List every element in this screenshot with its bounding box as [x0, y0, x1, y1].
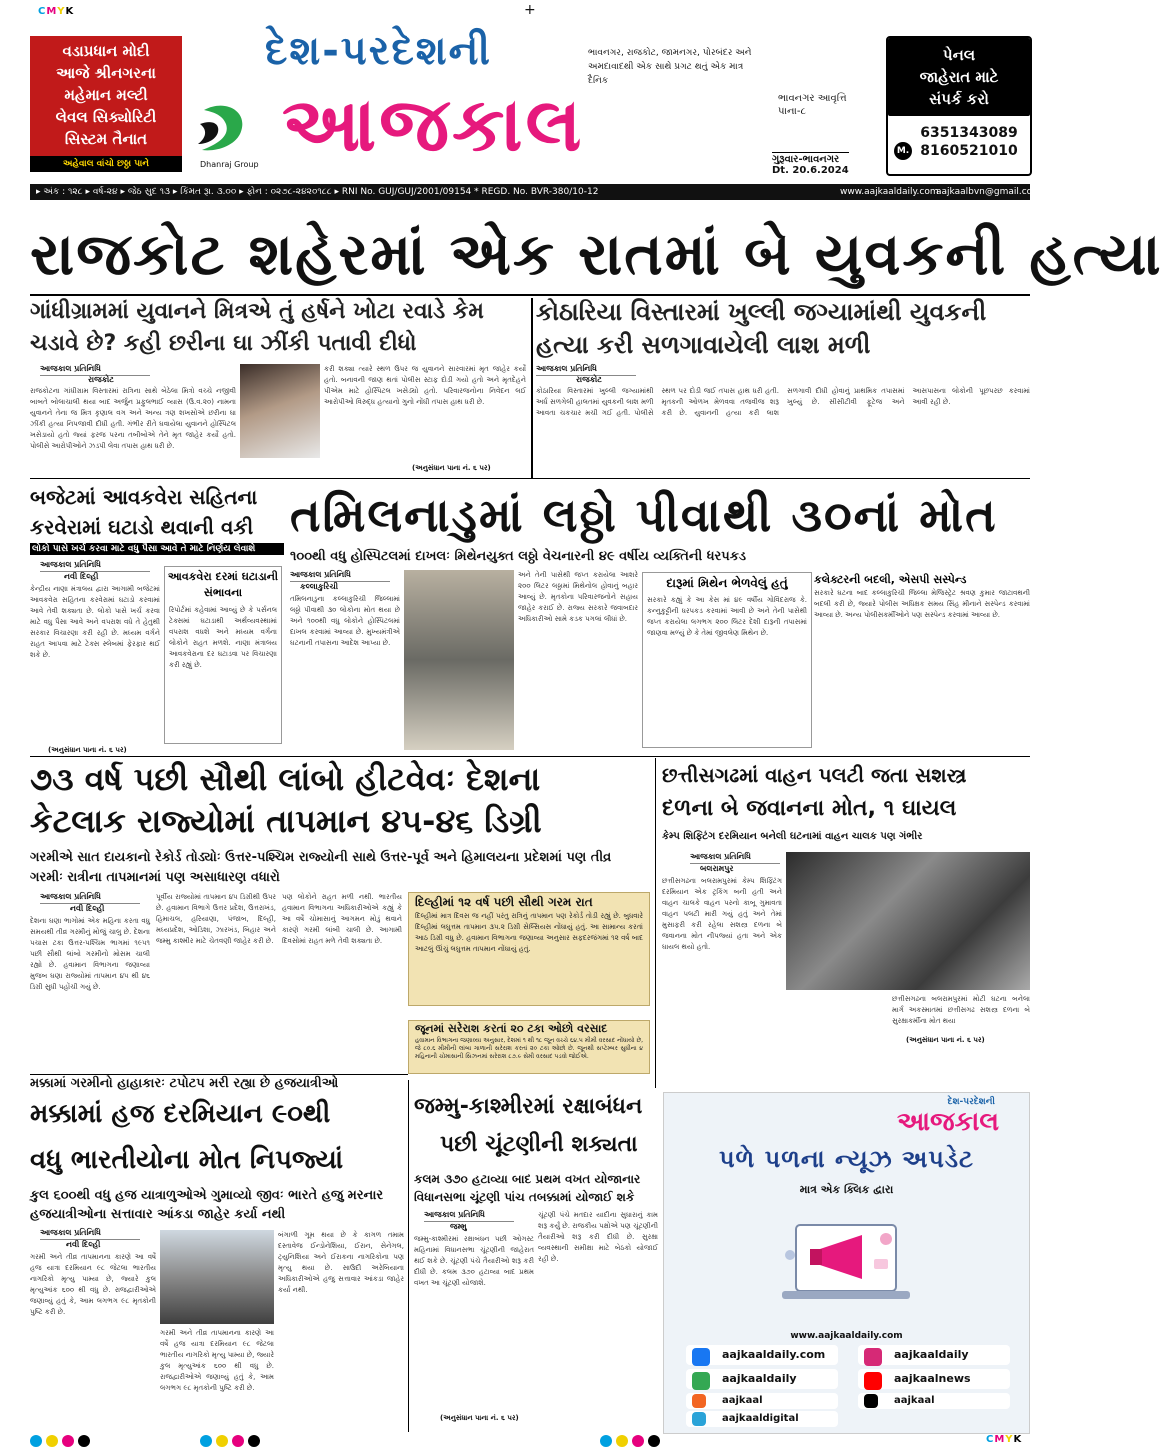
phone-number[interactable]: 8160521010 — [920, 143, 1018, 159]
social-label: aajkaal — [894, 1395, 935, 1406]
edition-info — [778, 92, 847, 118]
registration-marks — [200, 1432, 264, 1451]
tamilnadu-city: કલ્લાકુરિચી — [300, 582, 339, 591]
promo-line: વડાપ્રધાન મોદી — [62, 42, 150, 60]
cmyk-mark-bottom: CMYK — [986, 1434, 1023, 1445]
lead-left-body: રાજકોટના ગાંધીગ્રામ વિસ્તારમાં રાત્રિના સાથે બેઠેલા મિત્રો વચ્ચે નજીવી બાબતે બોલાચાલી થયા બાદ અર્જુન પ્રફુલભાઈ વ્યાસ (ઉ.વ.૨૦) નામના યુવાનને તેના જ મિત્ર કૃણાલ વગ અને અન્ય ત્રણ શખસોએ છરીના ઘા ઝીંકી હત્યા નિપજાવી દીધી હતી. ગંભીર રીતે ઘવાયેલા યુવાનને હોસ્પિટલ ખસેડાયો હતો જ્યાં ફરજ પરના તબીબોએ તેને મૃત જાહેર કર્યો હતો. પોલીસે આરોપીઓને ઝડપી લેવા તપાસ હાથ ધરી છે. — [30, 387, 236, 450]
x-link[interactable] — [858, 1393, 1010, 1409]
page-count: પાના-૮ — [778, 106, 806, 117]
heatwave-body-2: પૂર્વીય રાજ્યોમાં તાપમાન ૪૫ ડિગ્રીથી ઉપર છે. હવામાન વિભાગે ઉત્તર પ્રદેશ, ઉત્તરાખંડ, હિમાચલ, હરિયાણા, પંજાબ, દિલ્હી, મધ્યપ્રદેશ, ઓડિશા, ઝારખંડ, બિહાર અને જમ્મુ કાશ્મીર માટે ચેતવણી જાહેર કરી છે. — [156, 893, 276, 945]
collector-box-heading: કલેક્ટરની બદલી, એસપી સસ્પેન્ડ — [814, 572, 1030, 588]
tamilnadu-body: તમિલનાડુના કલ્લાકુરિચી જિલ્લામાં લઠ્ઠો પીવાથી ૩૦ લોકોના મોત થયા છે અને ૧૦૦થી વધુ લોકોને હોસ્પિટલમાં દાખલ કરવામાં આવ્યા છે. મુખ્યમંત્રીએ ઘટનાની તપાસના આદેશ આપ્યા છે. — [290, 595, 400, 647]
budget-body: કેન્દ્રીય નાણા મંત્રાલય દ્વારા આગામી બજેટમાં આવકવેરા સહિતના કરવેરામાં ઘટાડો કરવામાં આવે તેવી શક્યતા છે. લોકો પાસે ખર્ચ કરવા માટે વધુ પૈસા આવે અને વપરાશ વધે તે હેતુથી સરકાર વિચારણા કરી રહી છે. મધ્યમ વર્ગને રાહત આપવા માટે ટેક્સ સ્લેબમાં ફેરફાર થઈ શકે છે. — [30, 585, 160, 659]
instagram-icon — [864, 1348, 882, 1366]
chhattisgarh-byline: આજકાલ પ્રતિનિધિ — [690, 852, 780, 864]
victim-photo — [240, 364, 320, 458]
crop-mark-icon: + — [524, 2, 536, 18]
photo-caption: છત્તીસગઢના બલરામપુરમાં મોટી ઘટના બનેલા માર્ગ અકસ્માતમાં છત્તીસગઢ સશસ્ત્ર દળના બે સુરક્ષાકર્મીના મોત થયા — [892, 995, 1030, 1025]
methane-box-heading: દારૂમાં મિથેન ભેળવેલું હતું — [643, 573, 811, 593]
panel-ad-heading — [888, 38, 1030, 116]
kashmir-headline-1: જમ્મુ-કાશ્મીરમાં રક્ષાબંધન — [414, 1094, 643, 1119]
divider — [30, 756, 1030, 757]
phone-block — [888, 124, 1030, 160]
phone-number[interactable]: 6351343089 — [920, 125, 1018, 141]
continued-note: (અનુસંધાન પાના નં. ૬ પર) — [906, 1036, 985, 1044]
kashmir-subheadline: કલમ ૩૭૦ હટાવ્યા બાદ પ્રથમ વખત યોજાનાર વિધાનસભા ચૂંટણી પાંચ તબક્કામાં યોજાઈ શકે — [414, 1172, 641, 1204]
promo-line: સિસ્ટમ તૈનાત — [64, 130, 148, 148]
mecca-body: ગરમી અને તીવ્ર તાપમાનના કારણે આ વર્ષે હજ યાત્રા દરમિયાન ૯૮ જેટલા ભારતીય નાગરિકો મૃત્યુ પામ્યા છે, જ્યારે કુલ મૃત્યુઆંક ૬૦૦ થી વધુ છે. રાજદ્વારીઓએ જણાવ્યું હતું કે, આમ લગભગ ૯૮ મૃતકોની પુષ્ટિ કરી છે. — [30, 1253, 156, 1316]
tamilnadu-byline: આજકાલ પ્રતિનિધિ — [290, 570, 390, 582]
dailyhunt-link[interactable] — [686, 1393, 838, 1409]
chhattisgarh-headline-2: દળના બે જવાનના મોત, ૧ ઘાયલ — [662, 796, 957, 821]
delhi-box-body: દિલ્હીમાં માત્ર દિવસ જ નહીં પરંતુ રાત્રિનું તાપમાન પણ રેકોર્ડ તોડી રહ્યું છે. બુધવારે દિલ્હીમાં લઘુત્તમ તાપમાન ૩૫.૨ ડિગ્રી સેલ્સિયસ નોંધાયું હતું. આ સામાન્ય કરતાં આઠ ડિગ્રી વધુ છે. હવામાન વિભાગના જણાવ્યા અનુસાર સફદરજંગમાં ૧૨ વર્ષ બાદ આટલું ઊંચું લઘુત્તમ તાપમાન નોંધાયું હતું. — [415, 912, 643, 953]
budget-box-heading: આવકવેરા દરમાં ઘટાડાની સંભાવના — [165, 567, 281, 603]
ad-site[interactable]: www.aajkaaldaily.com — [790, 1331, 903, 1341]
promo-box[interactable] — [30, 36, 182, 172]
tamilnadu-body-2: અને તેની પાસેથી જપ્ત કરાયેલા આશરે ૨૦૦ લિટર લઠ્ઠામાં મિથેનોલ હોવાનું બહાર આવ્યું છે. મૃતકોના પરિવારજનોને સહાય જાહેર કરાઈ છે. રાજ્ય સરકારે જવાબદાર અધિકારીઓ સામે કડક પગલાં લીધાં છે. — [518, 571, 638, 623]
budget-byline: આજકાલ પ્રતિનિધિ — [40, 560, 150, 572]
budget-headline: બજેટમાં આવકવેરા સહિતના કરવેરામાં ઘટાડો થવાની વકી — [30, 485, 258, 539]
budget-city: નવી દિલ્હી — [64, 572, 99, 581]
mecca-byline: આજકાલ પ્રતિનિધિ — [40, 1228, 140, 1240]
tamilnadu-subheadline: ૧૦૦થી વધુ હોસ્પિટલમાં દાખલઃ મિથેનયુક્ત લઠ્ઠો વેચનારની ૪૯ વર્ષીય વ્યક્તિની ધરપકડ — [290, 549, 747, 564]
lead-city: રાજકોટ — [88, 375, 114, 384]
kashmir-body-2: ચૂંટણી પંચે મતદાર યાદીના સુધારાનું કામ શરૂ કર્યું છે. રાજકીય પક્ષોએ પણ ચૂંટણીની તૈયારીઓ શરૂ કરી દીધી છે. સુરક્ષા વ્યવસ્થાની સમીક્ષા માટે બેઠકો યોજાઈ રહી છે. — [538, 1211, 658, 1263]
lead-right-city: રાજકોટ — [576, 375, 602, 384]
mecca-body-3: ગરમી અને તીવ્ર તાપમાનના કારણે આ વર્ષે હજ યાત્રા દરમિયાન ૯૮ જેટલા ભારતીય નાગરિકો મૃત્યુ પામ્યા છે, જ્યારે કુલ મૃત્યુઆંક ૬૦૦ થી વધુ છે. રાજદ્વારીઓએ જણાવ્યું હતું કે, આમ લગભગ ૯૮ મૃતકોની પુષ્ટિ કરી છે. — [160, 1329, 274, 1392]
mecca-headline-2: વધુ ભારતીયોના મોત નિપજ્યાં — [30, 1145, 344, 1175]
divider — [30, 478, 1030, 479]
edition-name: ભાવનગર આવૃત્તિ — [778, 93, 847, 104]
methane-box-body: સરકારે કહ્યું કે આ કેસ માં ૪૯ વર્ષીય ગોવિંદરાજ કે. કન્નુકુટ્ટીની ધરપકડ કરવામાં આવી છે અને તેની પાસેથી જપ્ત કરાયેલા લગભગ ૨૦૦ લિટર દેશી દારૂની તપાસમાં જાણવા મળ્યું છે કે તેમાં જીવલેણ મિથેન છે. — [647, 596, 807, 637]
lead-byline: આજકાલ પ્રતિનિધિ — [40, 364, 150, 376]
panel-ad-line: જાહેરાત માટે — [919, 68, 999, 86]
panel-ad-line: સંપર્ક કરો — [929, 90, 989, 108]
heatwave-subheadline: ગરમીએ સાત દાયકાનો રેકોર્ડ તોડ્યોઃ ઉત્તર-પશ્ચિમ રાજ્યોની સાથે ઉત્તર-પૂર્વ અને હિમાલયના પ્રદેશમાં પણ તીવ્ર ગરમીઃ રાત્રીના તાપમાનમાં પણ અસાધારણ વધારો — [30, 850, 612, 885]
heatwave-byline: આજકાલ પ્રતિનિધિ — [40, 892, 140, 904]
social-label: aajkaaldigital — [722, 1413, 799, 1424]
kashmir-headline-2: પછી ચૂંટણીની શક્યતા — [440, 1132, 638, 1157]
dailyhunt-icon — [692, 1394, 706, 1408]
cmyk-mark-top: CMYK — [38, 6, 75, 17]
continued-note: (અનુસંધાન પાના નં. ૬ પર) — [440, 1414, 519, 1422]
panel-ad-box[interactable] — [886, 36, 1032, 176]
promo-line: લેવલ સિક્યોરિટી — [55, 108, 157, 126]
panel-ad-line: પેનલ — [942, 46, 976, 64]
info-bar — [30, 184, 1041, 200]
facebook-icon — [692, 1348, 710, 1366]
ad-brand-title: આજકાલ — [896, 1107, 999, 1137]
lead-headline: રાજકોટ શહેરમાં એક રાતમાં બે યુવકની હત્યા — [30, 220, 1163, 288]
heatwave-headline-1: ૭૩ વર્ષ પછી સૌથી લાંબો હીટવેવઃ દેશના — [30, 760, 541, 798]
police-photo — [404, 570, 514, 750]
ad-subheadline: માત્ર એક ક્લિક દ્વારા — [799, 1183, 894, 1196]
lead-right-subheadline: કોઠારિયા વિસ્તારમાં ખુલ્લી જગ્યામાંથી યુવકની હત્યા કરી સળગાવાયેલી લાશ મળી — [536, 298, 987, 359]
mecca-subheadline: કુલ ૬૦૦થી વધુ હજ યાત્રાળુઓએ ગુમાવ્યો જીવઃ ભારતે હજુ મરનાર હજયાત્રીઓના સત્તાવાર આંકડા જાહેર કર્યા નથી — [30, 1188, 384, 1222]
kashmir-city: જમ્મુ — [450, 1222, 467, 1231]
promo-line: મહેમાન મલ્ટી — [64, 86, 148, 104]
laptop-megaphone-icon — [766, 1205, 926, 1325]
mecca-city: નવી દિલ્હી — [66, 1240, 101, 1249]
heatwave-body-3: પણ લોકોને રાહત મળી નથી. ભારતીય હવામાન વિભાગના અધિકારીઓએ કહ્યું કે આ વર્ષે ચોમાસાનું આગમન મોડું થવાને કારણે ગરમી લાંબી ચાલી છે. આગામી દિવસોમાં રાહત મળે તેવી શક્યતા છે. — [282, 893, 402, 945]
accident-photo — [786, 852, 1030, 990]
social-label: aajkaal — [722, 1395, 763, 1406]
mobile-icon: M. — [894, 142, 912, 160]
lead-right-body: કોઠારિયા વિસ્તારમાં ખુલ્લી જગ્યામાંથી અર્ધ સળગેલી હાલતમાં યુવકની લાશ મળી આવતા ચકચાર મચી ગઈ હતી. પોલીસે સ્થળ પર દોડી જઈ તપાસ હાથ ધરી હતી. મૃતકની ઓળખ મેળવવા તજવીજ શરૂ કરી છે. યુવાનની હત્યા કરી લાશ સળગાવી દીધી હોવાનું પ્રાથમિક તપાસમાં ખુલ્યું છે. સીસીટીવી ફૂટેજ અને આસપાસના લોકોની પૂછપરછ કરવામાં આવી રહી છે. — [536, 387, 1030, 417]
ad-headline: પળે પળના ન્યૂઝ અપડેટ — [718, 1145, 975, 1173]
instagram-link[interactable]: aajkaaldaily — [858, 1345, 1010, 1365]
lead-left-subheadline: ગાંધીગ્રામમાં યુવાનને મિત્રએ તું હર્ષને ખોટા રવાડે કેમ ચડાવે છે? કહી છરીના ઘા ઝીંકી પતાવી દીધો — [30, 299, 484, 356]
issue-info: ▸ અંક : ૧૨૮ ▸ વર્ષ-૨૪ ▸ જેઠ સુદ ૧૩ ▸ કિંમત રૂા. ૩.૦૦ ▸ ફોન : ૦૨૭૮-૨૪૨૦૧૮૮ ▸ RNI No. GUJ/GUJ/2001/09154 * REGD. No. BVR-380/10-12 — [36, 187, 599, 197]
chhattisgarh-city: બલરામપુર — [700, 864, 734, 873]
play-store-icon — [692, 1372, 710, 1390]
promo-footer: અહેવાલ વાંચો છઠ્ઠા પાને — [30, 156, 182, 172]
masthead-title: આજકાલ — [282, 82, 585, 168]
column-divider — [408, 1080, 409, 1432]
youtube-link[interactable]: aajkaalnews — [858, 1369, 1010, 1389]
facebook-link[interactable]: aajkaaldaily.com — [686, 1345, 838, 1365]
heatwave-city: નવી દિલ્હી — [70, 904, 105, 913]
column-divider — [531, 298, 533, 478]
digital-ad[interactable] — [663, 1092, 1030, 1434]
rain-box-body: હવામાન વિભાગના જણાવ્યા અનુસાર, દેશમાં ૧ થી ૧૮ જૂન વચ્ચે ૬૪.૫ મીમી વરસાદ નોંધાયો છે, જે ૮૦.૬ મીમીની લાંબા ગાળાની સરેરાશ કરતાં ૨૦ ટકા ઓછો છે. જૂનથી સપ્ટેમ્બર સુધીના ૪ મહિનાની ચોમાસાની સિઝનમાં સરેરાશ ૮૭.૯ સેમી વરસાદ પડવો જોઈએ. — [415, 1037, 643, 1060]
column-divider — [655, 758, 656, 1088]
ad-brand-subtitle: દેશ-પરદેશની — [947, 1097, 995, 1107]
registration-marks — [600, 1432, 664, 1451]
methane-box — [642, 572, 812, 748]
collector-box — [814, 572, 1030, 746]
mecca-kicker: મક્કામાં ગરમીનો હાહાકારઃ ટપોટપ મરી રહ્યા છે હજયાત્રીઓ — [30, 1074, 408, 1093]
chhattisgarh-subheadline: કેમ્પ શિફ્ટિંગ દરમિયાન બનેલી ઘટનામાં વાહન ચાલક પણ ગંભીર — [662, 831, 923, 842]
continued-note: (અનુસંધાન પાના નં. ૬ પર) — [48, 746, 127, 754]
dhanraj-logo-icon — [196, 100, 252, 160]
lead-right-byline: આજકાલ પ્રતિનિધિ — [536, 364, 636, 376]
continued-note: (અનુસંધાન પાના નં. ૬ પર) — [412, 464, 491, 472]
day-label: ગુરૂવાર-ભાવનગર — [772, 154, 840, 165]
mecca-photo — [160, 1230, 274, 1324]
mecca-body-2: બંગાળી ગૂમ થયા છે કે કાગળ તમામ દસ્તાવેજ ઈન્ડોનેશિયા, ઈરાન, સેનેગલ, ટ્યુનિશિયા અને ઈરાકના નાગરિકોના પણ મૃત્યુ થયા છે. સાઉદી અરેબિયાના અધિકારીઓએ હજુ સત્તાવાર આંકડા જાહેર કર્યા નથી. — [278, 1231, 404, 1294]
website-link[interactable]: www.aajkaaldaily.com — [840, 187, 939, 197]
kashmir-body: જમ્મુ-કાશ્મીરમાં રક્ષાબંધન પછી ઓગસ્ટ મહિનામાં વિધાનસભા ચૂંટણીની જાહેરાત થઈ શકે છે. ચૂંટણી પંચે તૈયારીઓ શરૂ કરી દીધી છે. કલમ ૩૭૦ હટાવ્યા બાદ પ્રથમ વખત આ ચૂંટણી યોજાશે. — [414, 1235, 534, 1287]
group-name: Dhanraj Group — [200, 160, 259, 169]
budget-box-body: રિપોર્ટમાં કહેવામાં આવ્યું છે કે પર્સનલ ટેક્સમાં ઘટાડાથી અર્થવ્યવસ્થામાં વપરાશ વધશે અને મધ્યમ વર્ગના લોકોને રાહત મળશે. નાણા મંત્રાલય આવકવેરાના દર ઘટાડવા પર વિચારણા કરી રહ્યું છે. — [169, 606, 277, 669]
budget-box — [164, 566, 282, 744]
chhattisgarh-body: છત્તીસગઢના બલરામપુરમાં કેમ્પ શિફ્ટિંગ દરમિયાન એક ટ્રકિંગ બની હતી અને વાહન ચાલકે વાહન પરનો કાબૂ ગુમાવતા વાહન પલટી મારી ગયું હતું અને તેમાં મુસાફરી કરી રહેલા સશસ્ત્ર દળના બે જવાનના મોત નીપજ્યાં હતા અને એક ઘાયલ થયો હતો. — [662, 877, 782, 951]
kashmir-byline: આજકાલ પ્રતિનિધિ — [424, 1210, 514, 1222]
date-box — [772, 152, 849, 176]
youtube-icon — [864, 1372, 882, 1390]
registration-marks — [30, 1432, 94, 1451]
rain-box — [408, 1020, 650, 1074]
delhi-box-heading: દિલ્હીમાં ૧૨ વર્ષ પછી સૌથી ગરમ રાત — [415, 895, 593, 909]
mecca-headline-1: મક્કામાં હજ દરમિયાન ૯૦થી — [30, 1099, 331, 1129]
date-label: Dt. 20.6.2024 — [772, 165, 849, 176]
email-link[interactable]: aajkaalbvn@gmail.com — [936, 187, 1041, 197]
heatwave-body: દેશના ઘણા ભાગોમાં એક મહિના કરતા વધુ સમયથી તીવ્ર ગરમીનું મોજું ચાલુ છે. દેશના પચાસ ટકા ઉત્તર-પશ્ચિમ ભાગમાં ૧૯૫૧ પછી સૌથી લાંબો ગરમીનો મોસમ ચાલી રહ્યો છે. હવામાન વિભાગના જણાવ્યા મુજબ ઘણા રાજ્યોમાં તાપમાન ૪૫ થી ૪૬ ડિગ્રી સુધી પહોંચી ગયું છે. — [30, 917, 150, 991]
budget-subheadline: લોકો પાસે ખર્ચ કરવા માટે વધુ પૈસા આવે તે માટે નિર્ણય લેવાશે — [30, 543, 284, 555]
x-icon — [864, 1394, 878, 1408]
promo-line: આજે શ્રીનગરના — [56, 64, 156, 82]
heatwave-headline-2: કેટલાક રાજ્યોમાં તાપમાન ૪૫-૪૬ ડિગ્રી — [30, 802, 542, 840]
rain-box-heading: જૂનમાં સરેરાશ કરતાં ૨૦ ટકા ઓછો વરસાદ — [415, 1022, 608, 1035]
masthead-subtitle: દેશ-પરદેશની — [265, 28, 492, 74]
delhi-box — [408, 892, 650, 1006]
social-row-bottom — [663, 1410, 1028, 1432]
lead-mid-body: કરી શક્યા ત્યારે સ્થળ ઉપર જ યુવાનને સારવારમાં મૃત જાહેર કર્યો હતો. બનાવની જાણ થતાં પોલીસ સ્ટાફ દોડી ગયો હતો અને મૃતદેહને પીએમ માટે હોસ્પિટલ ખસેડ્યો હતો. પરિવારજનોના નિવેદન લઈ આરોપીઓ વિરુદ્ધ હત્યાનો ગુનો નોંધી તપાસ હાથ ધરી છે. — [324, 365, 526, 406]
masthead-info: ભાવનગર, રાજકોટ, જામનગર, પોરબંદર અને અમદાવાદથી એક સાથે પ્રગટ થતું એક માત્ર દૈનિક — [588, 48, 752, 86]
collector-box-body: સરકારે ઘટના બાદ કલ્લાકુરિચી જિલ્લા મેજિસ્ટ્રેટ શ્રવણ કુમાર જાટાવથની બદલી કરી છે, જ્યારે પોલીસ અધિક્ષક સમય સિંહ મીનાને સસ્પેન્ડ કરવામાં આવ્યા છે. અન્ય પોલીસકર્મીઓને પણ સસ્પેન્ડ કરવામાં આવ્યા છે. — [814, 589, 1030, 619]
chhattisgarh-headline-1: છત્તીસગઢમાં વાહન પલટી જતા સશસ્ત્ર — [662, 763, 967, 787]
tamilnadu-headline: તમિલનાડુમાં લઠ્ઠો પીવાથી ૩૦નાં મોત — [290, 488, 998, 542]
play-store-link[interactable]: aajkaaldaily — [686, 1369, 838, 1389]
